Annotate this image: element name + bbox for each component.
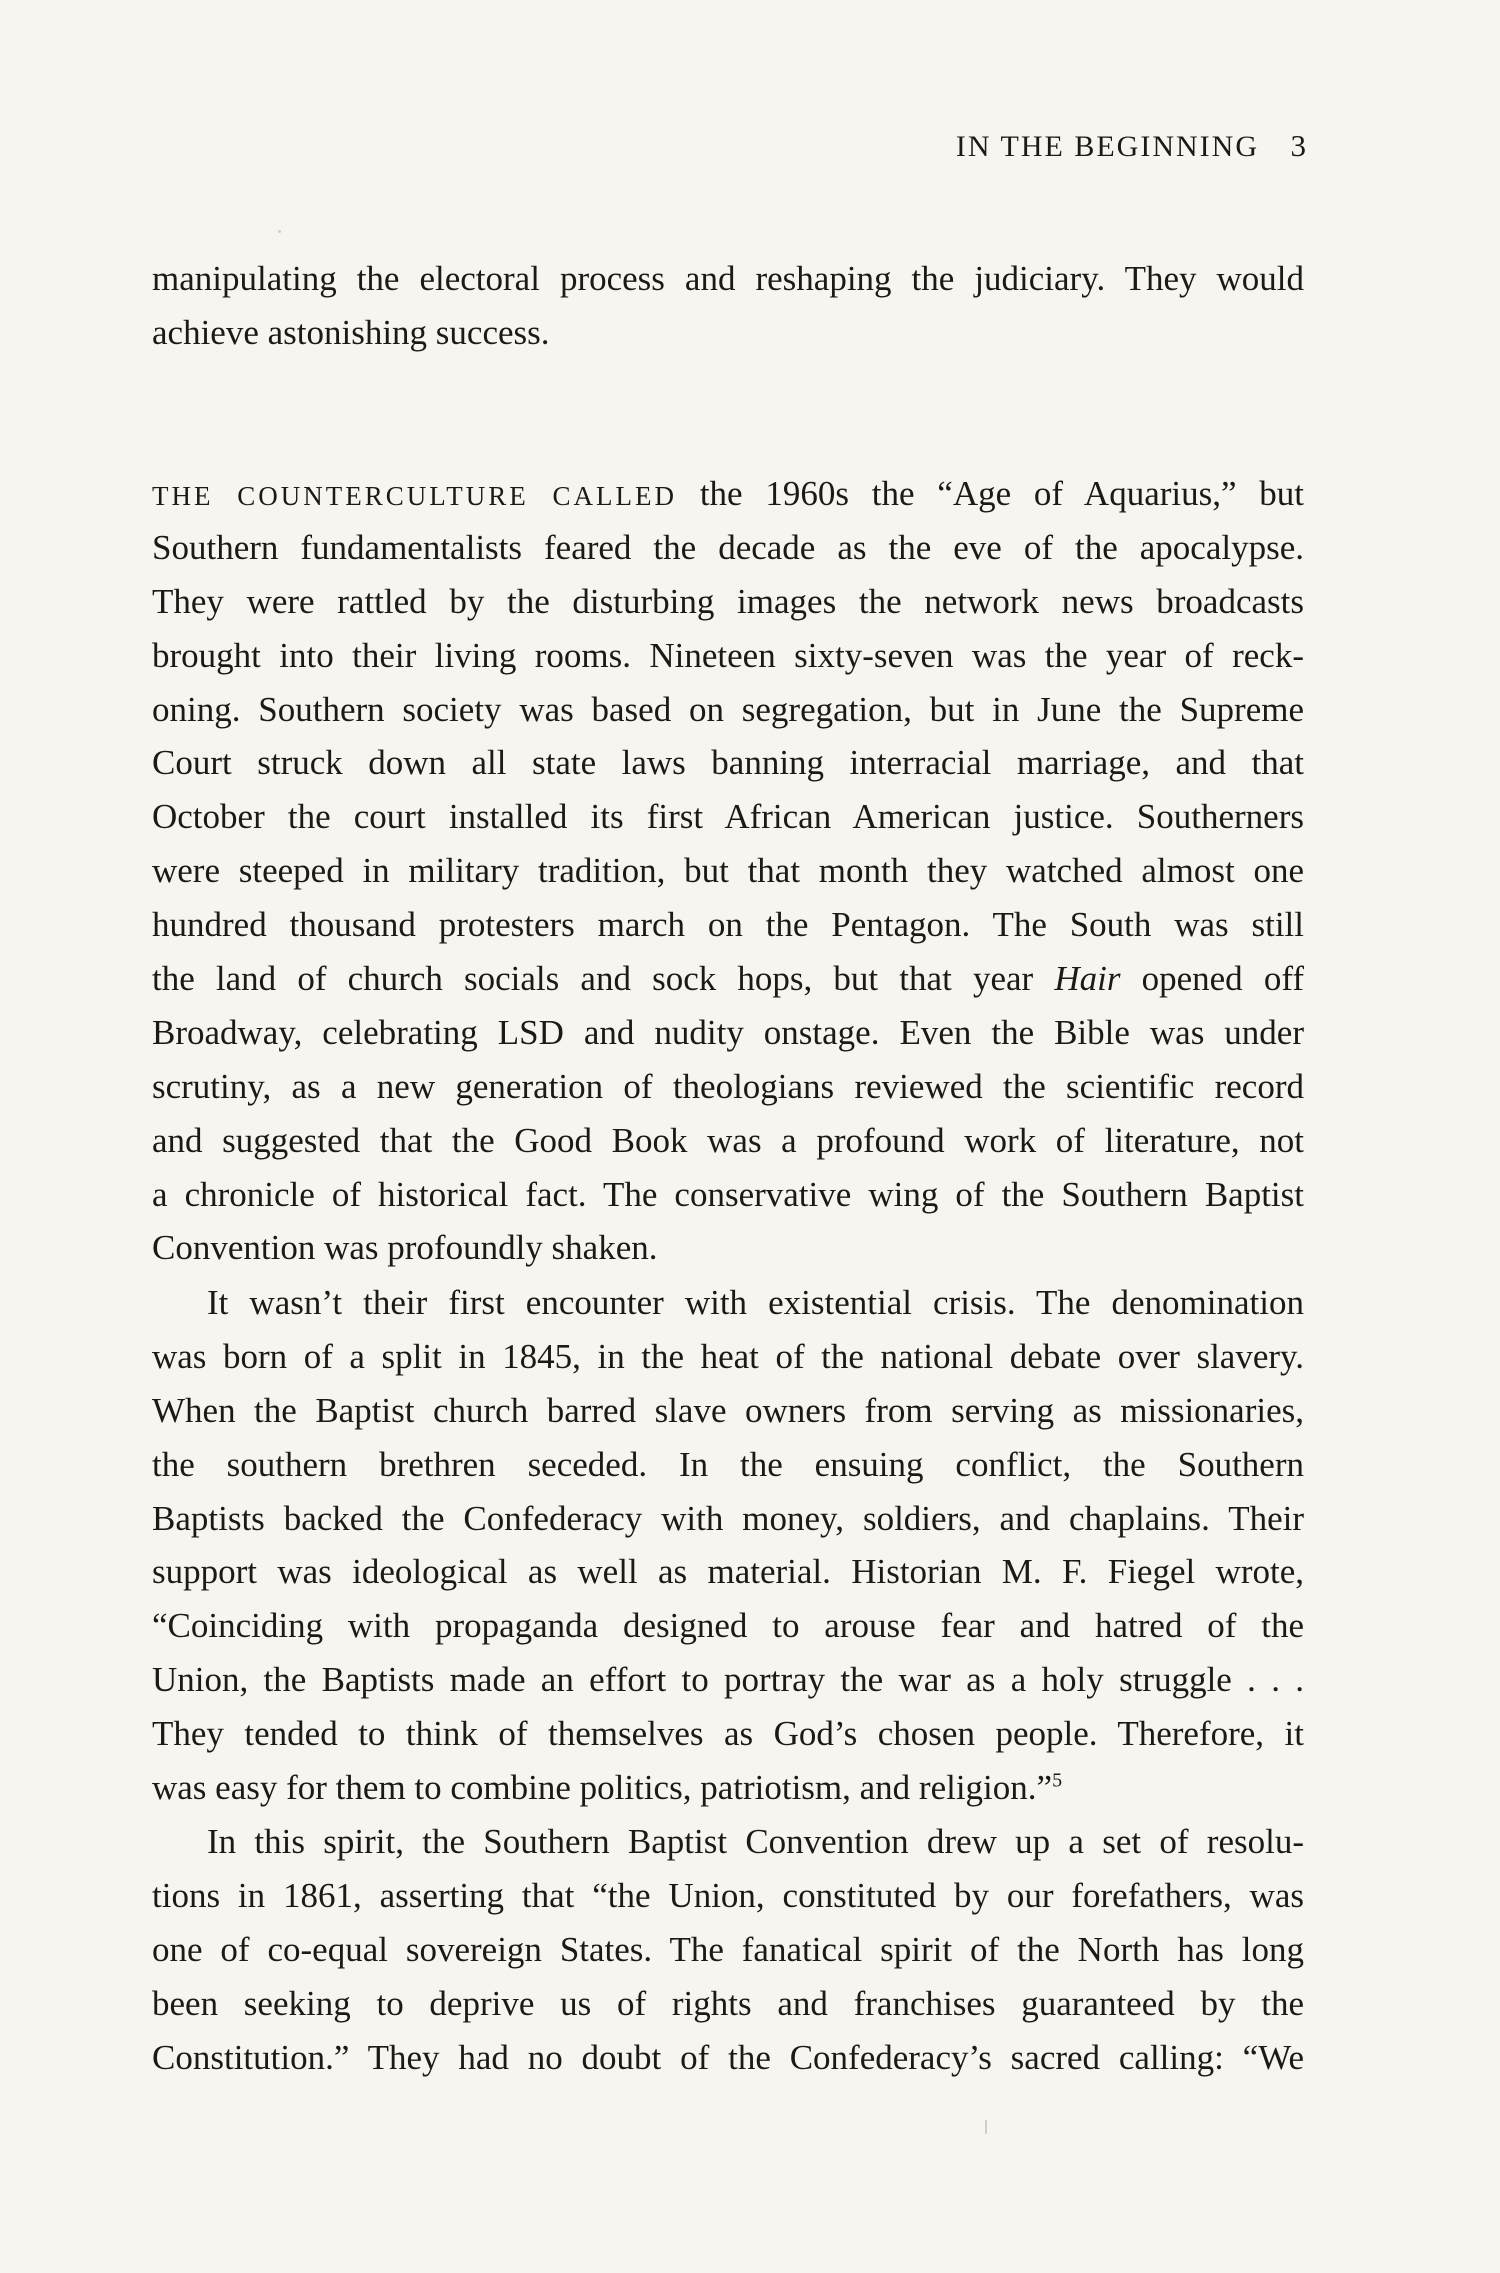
text-line [152,467,1304,521]
running-head [956,128,1306,164]
lead-in-rest: the 1960s the “Age of Aquarius,” but [699,474,1305,513]
text-line: brought into their living rooms. Nineteen sixty-seven was the year of reck- [152,635,1304,675]
paragraph-three [152,1815,1304,2084]
text-line: the land of church socials and sock hops, but that year Hair opened off [152,959,1305,999]
text-line: a chronicle of historical fact. The conservative wing of the Southern Baptist [152,1174,1304,1214]
text-line: Convention was profoundly shaken. [152,1228,658,1268]
text-line: support was ideological as well as material. Historian M. F. Fiegel wrote, [152,1552,1304,1592]
text-line: When the Baptist church barred slave owners from serving as missionaries, [152,1390,1304,1430]
text-line: were steeped in military tradition, but that month they watched almost one [152,851,1304,891]
text-line: achieve astonishing success. [152,312,550,352]
text-line: was born of a split in 1845, in the heat of the national debate over slavery. [152,1336,1304,1376]
text-line [152,1761,1304,1815]
paragraph-two [152,1276,1304,1815]
paper-speck [278,230,281,233]
text-line-content: was easy for them to combine politics, patriotism, and religion.” [152,1768,1053,1808]
text-line: October the court installed its first African American justice. Southerners [152,797,1304,837]
running-head-title: IN THE BEGINNING [955,130,1259,163]
text-line: In this spirit, the Southern Baptist Convention drew up a set of resolu- [207,1822,1304,1861]
italic-title: Hair [1054,959,1121,999]
text-line: Constitution.” They had no doubt of the Confederacy’s sacred calling: “We [152,2037,1304,2077]
lead-in-smallcaps: THE COUNTERCULTURE CALLED [152,481,678,511]
page-number: 3 [1290,128,1306,163]
text-line: been seeking to deprive us of rights and franchises guaranteed by the [152,1983,1304,2023]
text-line: Broadway, celebrating LSD and nudity onstage. Even the Bible was under [152,1012,1304,1052]
text-line: and suggested that the Good Book was a profound work of literature, not [152,1120,1304,1160]
section-opening-paragraph [152,467,1304,1275]
text-line: “Coinciding with propaganda designed to arouse fear and hatred of the [152,1606,1304,1646]
text-line: Southern fundamentalists feared the decade as the eve of the apocalypse. [152,527,1304,567]
text-line: Union, the Baptists made an effort to portray the war as a holy struggle . . . [152,1660,1304,1700]
text-line: It wasn’t their first encounter with existential crisis. The denomination [207,1283,1304,1322]
text-line: oning. Southern society was based on segregation, but in June the Supreme [152,689,1304,729]
footnote-marker: 5 [1052,1769,1063,1792]
text-line: the southern brethren seceded. In the ensuing conflict, the Southern [152,1444,1304,1484]
text-line: manipulating the electoral process and reshaping the judiciary. They would [152,259,1304,298]
text-line: hundred thousand protesters march on the Pentagon. The South was still [152,905,1304,945]
text-line: scrutiny, as a new generation of theologians reviewed the scientific record [152,1066,1304,1106]
text-line: They were rattled by the disturbing images the network news broadcasts [152,581,1304,621]
paper-speck [985,2120,987,2134]
text-line: Court struck down all state laws banning interracial marriage, and that [152,743,1304,783]
text-line: Baptists backed the Confederacy with money, soldiers, and chaplains. Their [152,1498,1304,1538]
text-line: They tended to think of themselves as God’s chosen people. Therefore, it [152,1714,1304,1754]
text-line: tions in 1861, asserting that “the Union, constituted by our forefathers, was [152,1875,1304,1915]
text-line: one of co-equal sovereign States. The fanatical spirit of the North has long [152,1929,1304,1969]
continuation-paragraph [152,252,1304,360]
